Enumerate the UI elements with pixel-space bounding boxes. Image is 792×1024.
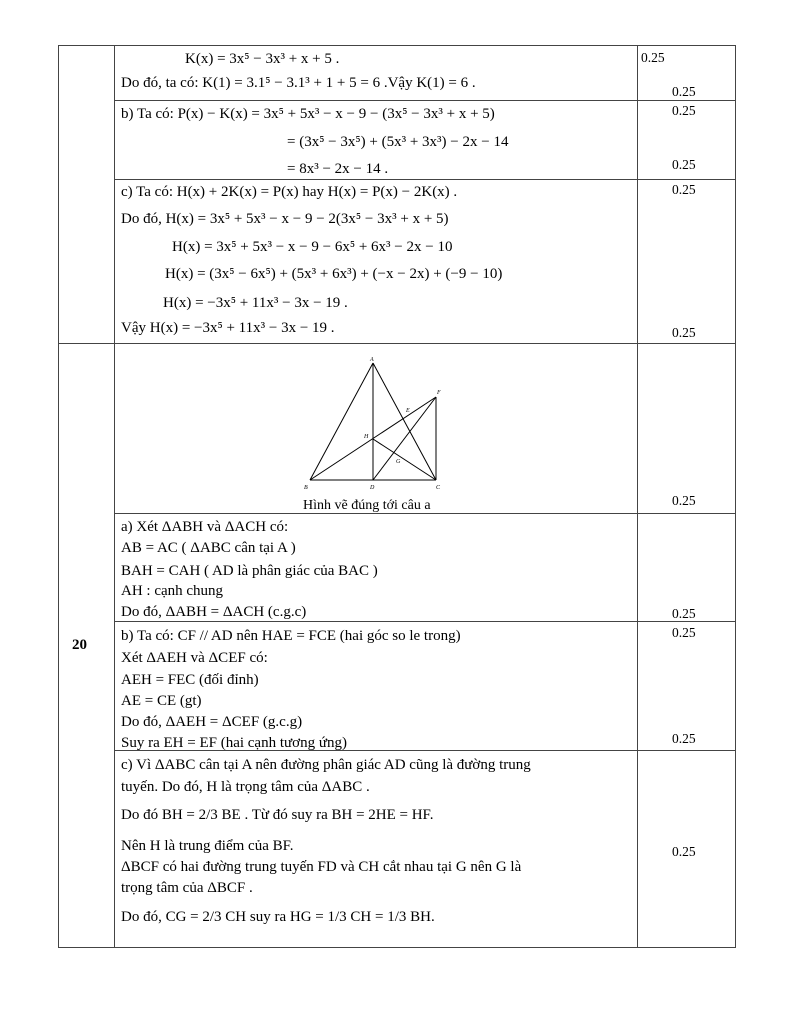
answer-line: Do đó BH = 2/3 BE . Từ đó suy ra BH = 2HE = HF. [121,807,434,823]
answer-line: Xét ΔAEH và ΔCEF có: [121,650,268,666]
score: 0.25 [672,731,696,746]
answer-line: b) Ta có: CF // AD nên HAE = FCE (hai góc so le trong) [121,628,461,644]
score: 0.25 [672,493,696,508]
answer-line: Do đó, CG = 2/3 CH suy ra HG = 1/3 CH = 1/3 BH. [121,909,435,925]
answer-line: Suy ra EH = EF (hai cạnh tương ứng) [121,735,347,751]
answer-line: AB = AC ( ΔABC cân tại A ) [121,540,296,556]
answer-line: K(x) = 3x⁵ − 3x³ + x + 5 . [185,51,340,67]
point-label: E [406,408,410,414]
answer-line: AH : cạnh chung [121,583,224,599]
answer-line: = (3x⁵ − 3x⁵) + (5x³ + 3x³) − 2x − 14 [287,134,509,150]
point-label: G [396,459,401,465]
row-divider [114,179,735,180]
answer-line: ΔBCF có hai đường trung tuyến FD và CH cắt nhau tại G nên G là [121,859,522,875]
score: 0.25 [672,157,696,172]
score: 0.25 [672,84,696,99]
point-label: F [437,390,441,396]
column-divider [637,46,638,947]
answer-line: Nên H là trung điểm của BF. [121,838,294,854]
point-label: D [370,485,375,491]
answer-line: a) Xét ΔABH và ΔACH có: [121,519,289,535]
point-label: H [364,434,369,440]
answer-line: H(x) = −3x⁵ + 11x³ − 3x − 19 . [163,295,348,311]
answer-line: b) Ta có: P(x) − K(x) = 3x⁵ + 5x³ − x − 9 − (3x⁵ − 3x³ + x + 5) [121,106,495,122]
score: 0.25 [672,844,696,859]
score: 0.25 [641,50,665,65]
answer-line: trọng tâm của ΔBCF . [121,880,253,896]
score: 0.25 [672,182,696,197]
point-label: C [436,485,441,491]
row-divider [59,343,735,344]
point-label: B [304,485,308,491]
answer-line: AEH = FEC (đối đỉnh) [121,672,259,688]
answer-line: Do đó, H(x) = 3x⁵ + 5x³ − x − 9 − 2(3x⁵ − 3x³ + x + 5) [121,211,449,227]
answer-line: H(x) = (3x⁵ − 6x⁵) + (5x³ + 6x³) + (−x − 2x) + (−9 − 10) [165,266,503,282]
answer-line: Do đó, ΔAEH = ΔCEF (g.c.g) [121,714,303,730]
answer-line: = 8x³ − 2x − 14 . [287,161,389,177]
answer-line: c) Vì ΔABC cân tại A nên đường phân giác AD cũng là đường trung [121,757,531,773]
point-label: A [370,357,374,363]
column-divider [114,46,115,947]
answer-line: H(x) = 3x⁵ + 5x³ − x − 9 − 6x⁵ + 6x³ − 2x − 10 [172,239,453,255]
answer-line: BAH = CAH ( AD là phân giác của BAC ) [121,563,378,579]
score: 0.25 [672,606,696,621]
score: 0.25 [672,325,696,340]
row-divider [114,100,735,101]
question-number: 20 [72,637,87,653]
answer-line: c) Ta có: H(x) + 2K(x) = P(x) hay H(x) = P(x) − 2K(x) . [121,184,458,200]
answer-line: Vậy H(x) = −3x⁵ + 11x³ − 3x − 19 . [121,320,335,336]
geometry-figure [300,355,450,495]
score: 0.25 [672,625,696,640]
score: 0.25 [672,103,696,118]
row-divider [114,621,735,622]
answer-line: Do đó, ta có: K(1) = 3.1⁵ − 3.1³ + 1 + 5 = 6 .Vậy K(1) = 6 . [121,75,476,91]
figure-caption: Hình vẽ đúng tới câu a [303,498,431,513]
answer-line: tuyến. Do đó, H là trọng tâm của ΔABC . [121,779,370,795]
answer-line: AE = CE (gt) [121,693,202,709]
answer-line: Do đó, ΔABH = ΔACH (c.g.c) [121,604,307,620]
